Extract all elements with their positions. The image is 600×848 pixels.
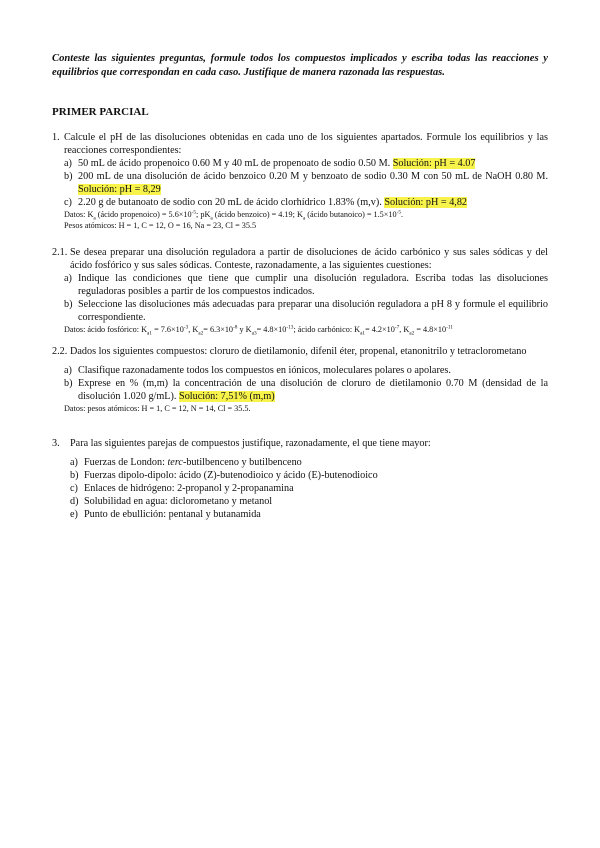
item-b (70, 469, 548, 482)
question-3 (52, 437, 548, 521)
question-number: 1. (52, 132, 60, 143)
instructions: Conteste las siguientes preguntas, formule todos los compuestos implicados y escriba todas las reacciones y equilibrios que correspondan en cada caso. Justifique de manera razonada las respuestas. (52, 53, 548, 78)
item-letter: c) (64, 197, 72, 208)
question-text: Dados los siguientes compuestos: cloruro de dietilamonio, difenil éter, propenal, etanonitrilo y tetraclorometano (70, 346, 527, 357)
question-text: Para las siguientes parejas de compuestos justifique, razonadamente, el que tiene mayor: (70, 438, 431, 449)
item-letter: c) (70, 483, 78, 494)
item-text: Punto de ebullición: pentanal y butanamida (84, 509, 261, 520)
item-text: 2.20 g de butanoato de sodio con 20 mL de ácido clorhídrico 1.83% (m,v). (78, 197, 382, 208)
item-a (64, 157, 548, 170)
data-line: Datos: $K_a$ (ácido propenoico) = $5.6\times 10^{-5}$; $pK_a$ (ácido benzoico) = 4.19; $K_a$ (ácido butanoico) = $1.5\times 10^{-5}$. (64, 209, 404, 222)
item-b (64, 298, 548, 324)
item-letter: a) (64, 158, 72, 169)
question-text: Se desea preparar una disolución reguladora a partir de disoluciones de ácido carbónico y sus sales sódicas y del ácido fosfórico y sus sales sódicas. Conteste, razonadamente, a las siguientes cuestiones: (70, 247, 548, 271)
item-text: Seleccione las disoluciones más adecuadas para preparar una disolución reguladora a pH 8 y formule el equilibrio correspondiente. (78, 299, 548, 323)
item-text: Enlaces de hidrógeno: 2-propanol y 2-propanamina (84, 483, 294, 494)
question-number: 2.1. (52, 247, 68, 258)
question-number: 2.2. (52, 346, 68, 357)
section-heading: PRIMER PARCIAL (52, 106, 149, 118)
item-a (64, 364, 548, 377)
item-letter: d) (70, 496, 79, 507)
question-2-2 (52, 345, 548, 414)
item-letter: b) (64, 378, 73, 389)
item-text: Clasifique razonadamente todos los compuestos en iónicos, moleculares polares o apolares. (78, 365, 451, 376)
solution-highlight: Solución: 7,51% (m,m) (179, 391, 275, 402)
data-line: Datos: ácido fosfórico: $K_{a1} = 7.6\times 10^{-3}$, $K_{a2}= 6.3\times 10^{-8}$ y $K_{a3}= 4.8\times 10^{-13}$; ácido carbónico: $K_{a1}= 4.2\times 10^{-7}$, $K_{a2} = 4.8\times 10^{-11}$ (64, 324, 453, 337)
item-b (64, 377, 548, 403)
item-letter: b) (64, 171, 73, 182)
solution-highlight: Solución: pH = 4.07 (392, 158, 476, 169)
atomic-weights: Datos: pesos atómicos: H = 1, C = 12, N = 14, Cl = 35.5. (64, 404, 251, 413)
question-1 (52, 131, 548, 231)
item-text: 200 mL de una disolución de ácido benzoico 0.20 M y benzoato de sodio 0.30 M con 50 mL de NaOH 0.80 M. (78, 171, 548, 182)
item-text: 50 mL de ácido propenoico 0.60 M y 40 mL de propenoato de sodio 0.50 M. (78, 158, 391, 169)
item-a: a) Fuerzas de London: terc-butilbenceno y butilbenceno (70, 457, 302, 468)
solution-highlight: Solución: pH = 8,29 (78, 184, 161, 195)
question-2-1 (52, 246, 548, 335)
item-text: Exprese en % (m,m) la concentración de una disolución de cloruro de dietilamonio 0.70 M (densidad de la disolución 1.020 g/mL). (78, 378, 548, 402)
item-text: Indique las condiciones que tiene que cumplir una disolución reguladora. Escriba todas las disoluciones reguladoras posibles a partir de los compuestos indicados. (78, 273, 548, 297)
item-letter: a) (70, 457, 78, 468)
item-text: Solubilidad en agua: diclorometano y metanol (84, 496, 273, 507)
item-letter: e) (70, 509, 78, 520)
item-e (70, 508, 548, 521)
item-letter: a) (64, 365, 72, 376)
item-letter: b) (70, 470, 79, 481)
question-text: Calcule el pH de las disoluciones obtenidas en cada uno de los siguientes apartados. Formule los equilibrios y las reacciones correspondientes: (64, 132, 548, 156)
item-letter: b) (64, 299, 73, 310)
item-c (64, 196, 548, 209)
item-c (70, 482, 548, 495)
item-a (64, 272, 548, 298)
atomic-weights: Pesos atómicos: H = 1, C = 12, O = 16, Na = 23, Cl = 35.5 (64, 221, 257, 230)
item-d (70, 495, 548, 508)
question-number: 3. (52, 438, 60, 449)
item-text: Fuerzas dipolo-dipolo: ácido (Z)-butenodioico y ácido (E)-butenodioico (84, 470, 378, 481)
item-letter: a) (64, 273, 72, 284)
item-b (64, 170, 548, 196)
solution-highlight: Solución: pH = 4,82 (384, 197, 468, 208)
